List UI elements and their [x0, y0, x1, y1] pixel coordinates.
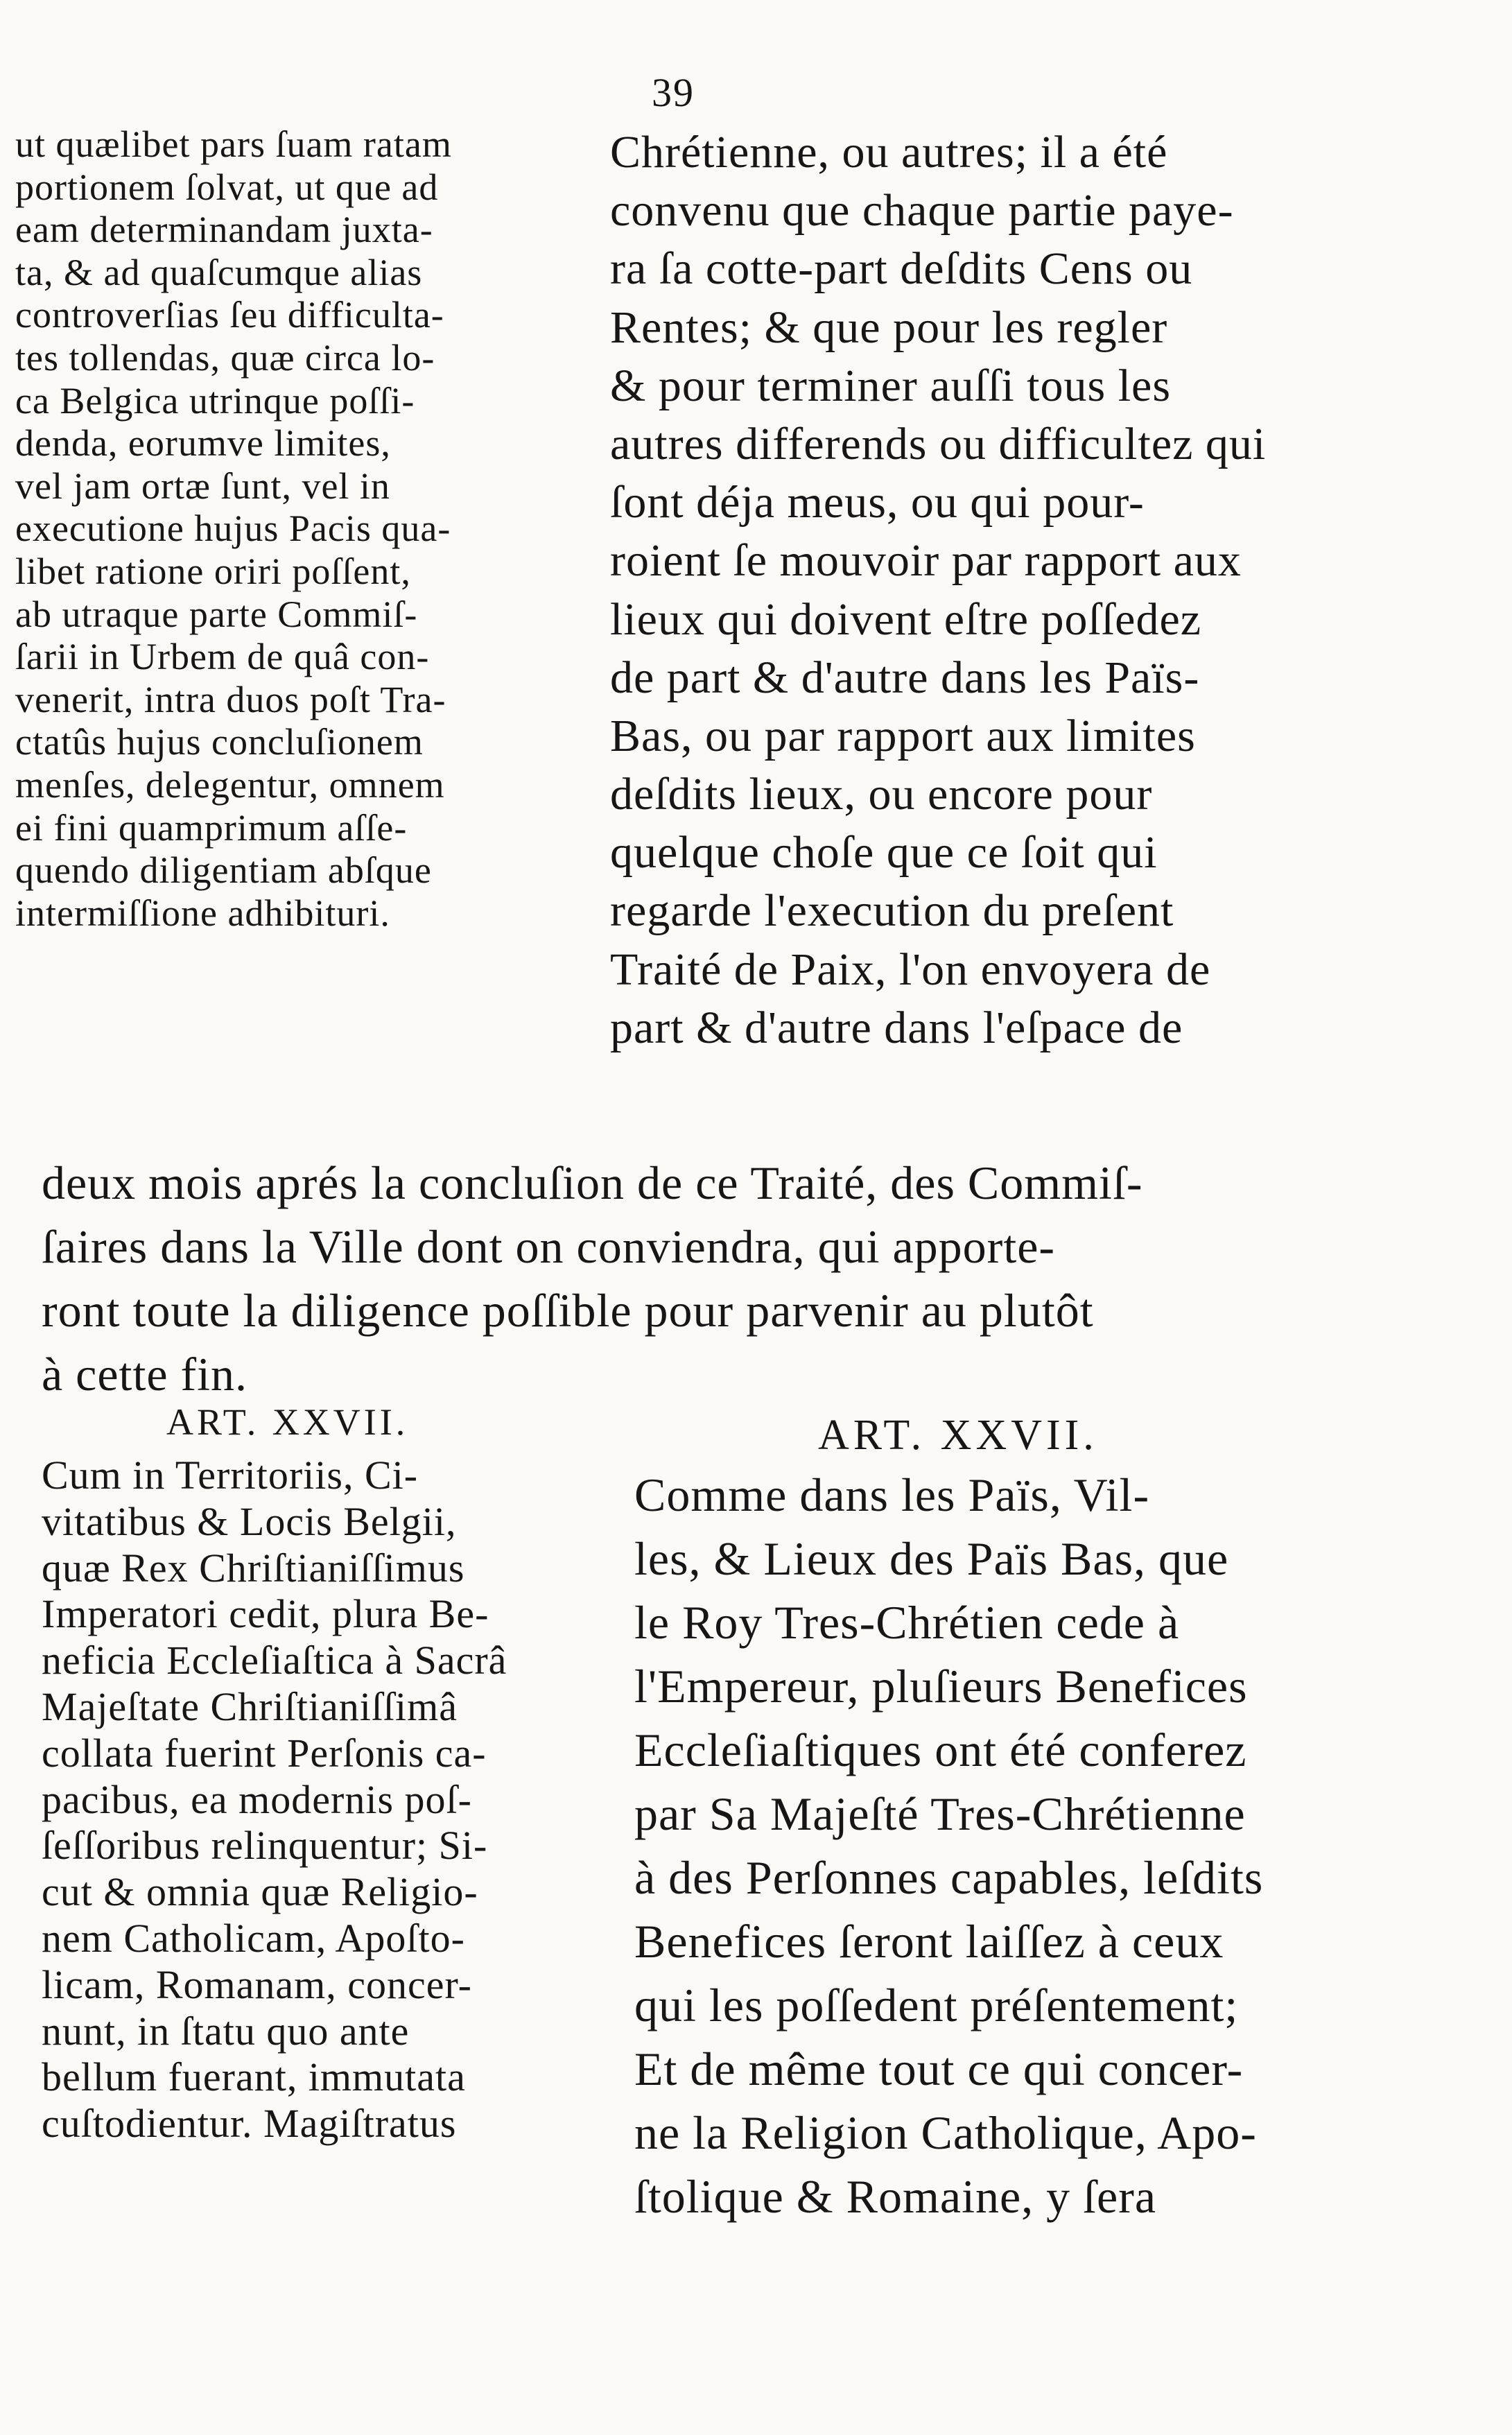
text-line: ſeſſoribus relinquentur; Si-: [42, 1823, 488, 1869]
text-line: Comme dans les Païs, Vil-: [634, 1468, 1150, 1521]
text-line: denda, eorumve limites,: [15, 422, 391, 465]
text-line: ab utraque parte Commiſ-: [15, 593, 418, 635]
text-line: libet ratione oriri poſſent,: [15, 550, 411, 592]
text-line: à des Perſonnes capables, leſdits: [634, 1851, 1264, 1904]
text-line: cut & omnia quæ Religio-: [42, 1869, 478, 1915]
text-line: portionem ſolvat, ut que ad: [15, 166, 439, 208]
text-line: ront toute la diligence poſſible pour parvenir au plutôt: [42, 1284, 1094, 1337]
text-line: deſdits lieux, ou encore pour: [610, 769, 1153, 820]
text-line: & pour terminer auſſi tous les: [610, 360, 1172, 411]
text-line: l'Empereur, pluſieurs Benefices: [634, 1660, 1248, 1713]
text-line: le Roy Tres-Chrétien cede à: [634, 1596, 1180, 1649]
text-line: quelque choſe que ce ſoit qui: [610, 827, 1158, 878]
text-line: ſaires dans la Ville dont on conviendra, qui apporte-: [42, 1220, 1056, 1273]
latin-column-top: [15, 123, 598, 935]
text-line: Imperatori cedit, plura Be-: [42, 1591, 489, 1637]
text-line: convenu que chaque partie paye-: [610, 185, 1234, 236]
latin-column-bottom: [42, 1453, 610, 2147]
text-line: ta, & ad quaſcumque alias: [15, 251, 423, 293]
text-line: controverſias ſeu difficulta-: [15, 294, 444, 336]
text-line: Eccleſiaſtiques ont été conferez: [634, 1724, 1247, 1776]
text-line: ra ſa cotte-part deſdits Cens ou: [610, 243, 1193, 295]
text-line: Rentes; & que pour les regler: [610, 302, 1168, 353]
text-line: Cum in Territoriis, Ci-: [42, 1453, 419, 1498]
french-column-bottom: [634, 1463, 1501, 2228]
text-line: nunt, in ſtatu quo ante: [42, 2008, 410, 2054]
text-line: ca Belgica utrinque poſſi-: [15, 379, 415, 422]
text-line: les, & Lieux des Païs Bas, que: [634, 1532, 1229, 1585]
text-line: deux mois aprés la concluſion de ce Traité, des Commiſ-: [42, 1156, 1143, 1209]
text-line: qui les poſſedent préſentement;: [634, 1979, 1239, 2031]
text-line: Traité de Paix, l'on envoyera de: [610, 944, 1211, 995]
text-line: intermiſſione adhibituri.: [15, 892, 390, 934]
text-line: ut quælibet pars ſuam ratam: [15, 123, 452, 165]
text-line: executione hujus Pacis qua-: [15, 508, 451, 550]
french-full-width-paragraph: [42, 1151, 1504, 1406]
text-line: Et de même tout ce qui concer-: [634, 2043, 1244, 2095]
text-line: ſtolique & Romaine, y ſera: [634, 2170, 1157, 2223]
text-line: licam, Romanam, concer-: [42, 1961, 472, 2007]
text-line: bellum fuerant, immutata: [42, 2054, 466, 2100]
text-line: menſes, delegentur, omnem: [15, 763, 445, 806]
text-line: tes tollendas, quæ circa lo-: [15, 336, 435, 379]
text-line: eam determinandam juxta-: [15, 209, 433, 251]
text-line: autres differends ou difficultez qui: [610, 418, 1267, 469]
text-line: Bas, ou par rapport aux limites: [610, 710, 1196, 761]
text-line: à cette fin.: [42, 1348, 248, 1401]
text-line: cuſtodientur. Magiſtratus: [42, 2101, 457, 2147]
text-line: ſont déja meus, ou qui pour-: [610, 477, 1145, 528]
text-line: ſarii in Urbem de quâ con-: [15, 636, 430, 678]
french-article-heading: ART. XXVII.: [818, 1412, 1098, 1459]
text-line: quæ Rex Chriſtianiſſimus: [42, 1545, 465, 1591]
text-line: de part & d'autre dans les Païs-: [610, 652, 1200, 703]
text-line: ctatûs hujus concluſionem: [15, 721, 424, 763]
latin-article-heading: ART. XXVII.: [166, 1401, 409, 1443]
french-column-top: [610, 123, 1497, 1057]
text-line: pacibus, ea modernis poſ-: [42, 1776, 472, 1822]
text-line: par Sa Majeſté Tres-Chrétienne: [634, 1787, 1246, 1840]
text-line: vitatibus & Locis Belgii,: [42, 1498, 457, 1544]
text-line: quendo diligentiam abſque: [15, 849, 432, 892]
text-line: venerit, intra duos poſt Tra-: [15, 678, 446, 720]
text-line: nem Catholicam, Apoſto-: [42, 1915, 465, 1961]
text-line: ei fini quamprimum aſſe-: [15, 806, 408, 849]
text-line: part & d'autre dans l'eſpace de: [610, 1002, 1183, 1053]
text-line: ne la Religion Catholique, Apo-: [634, 2106, 1257, 2159]
text-line: regarde l'execution du preſent: [610, 885, 1174, 937]
text-line: Chrétienne, ou autres; il a été: [610, 127, 1168, 177]
text-line: collata fuerint Perſonis ca-: [42, 1730, 487, 1776]
text-line: Majeſtate Chriſtianiſſimâ: [42, 1683, 458, 1729]
text-line: neficia Eccleſiaſtica à Sacrâ: [42, 1638, 507, 1683]
text-line: roient ſe mouvoir par rapport aux: [610, 535, 1242, 587]
text-line: vel jam ortæ ſunt, vel in: [15, 465, 390, 507]
page-number: 39: [652, 70, 695, 115]
text-line: Benefices ſeront laiſſez à ceux: [634, 1915, 1224, 1968]
text-line: lieux qui doivent eſtre poſſedez: [610, 593, 1202, 645]
